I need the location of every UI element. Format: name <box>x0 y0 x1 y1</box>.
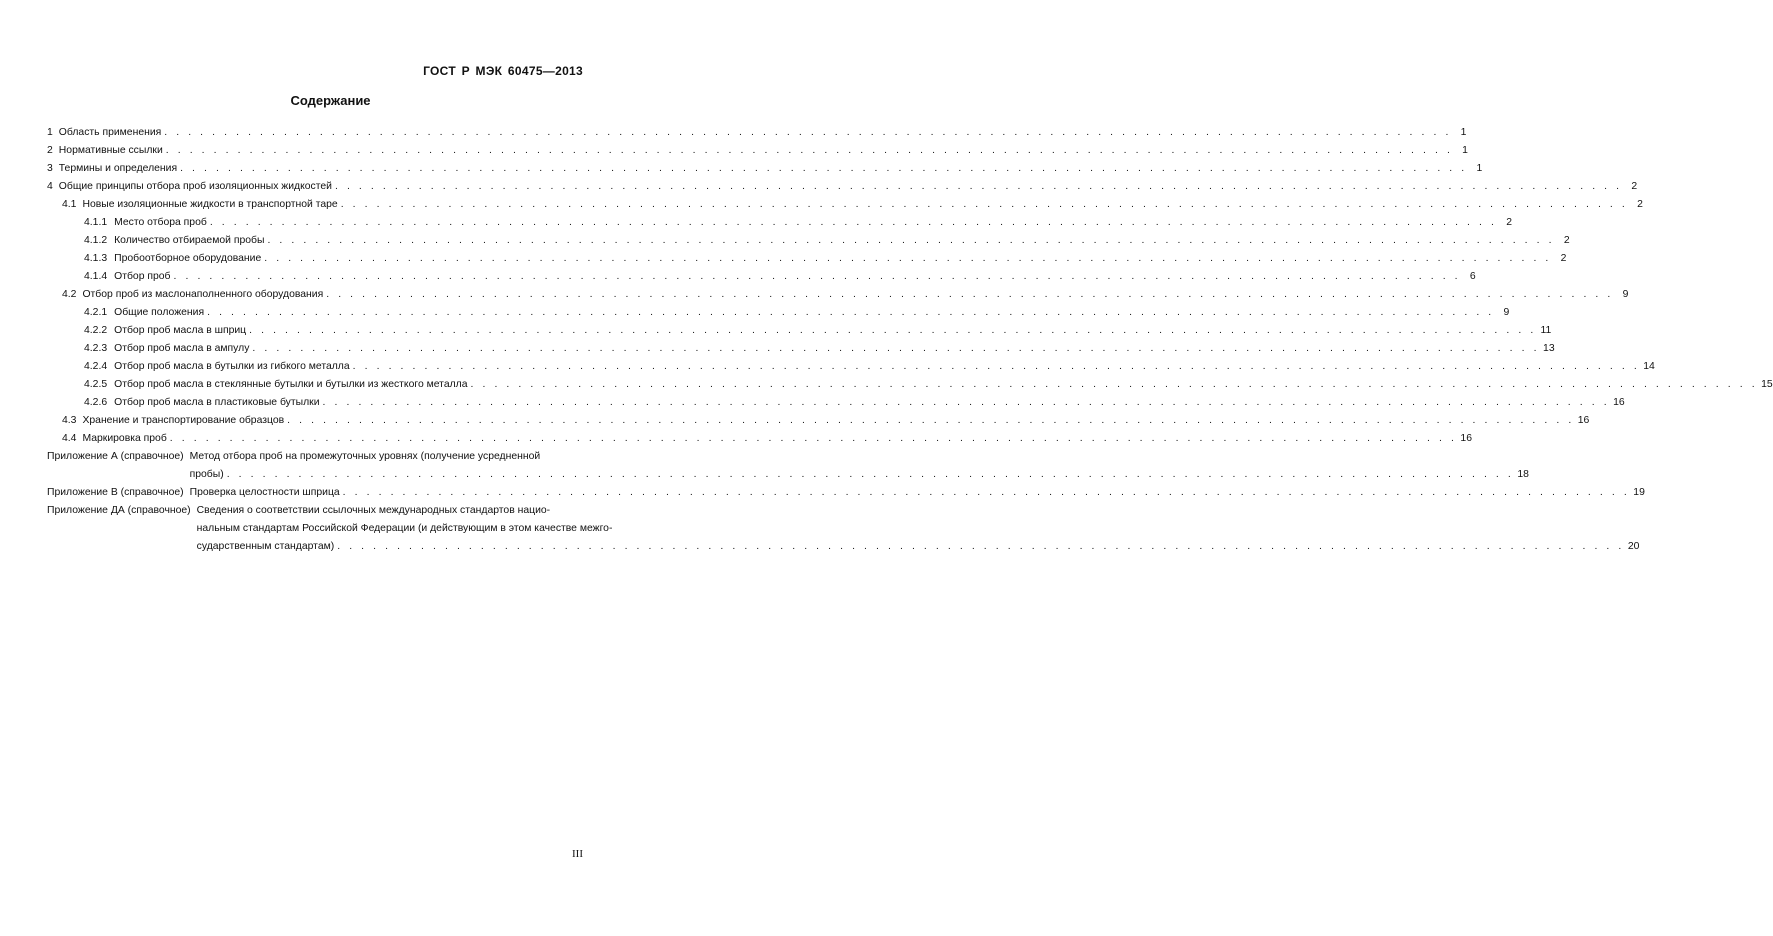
toc-entry-label: Отбор проб масла в ампулу <box>114 343 250 354</box>
dot-leader <box>353 358 1640 376</box>
toc-entry-label: Место отбора проб <box>114 217 207 228</box>
toc-appendix-da[interactable] <box>47 502 1640 556</box>
toc-entry-number: 4.2.4 <box>84 361 108 372</box>
dot-leader <box>326 286 1613 304</box>
toc-entry-page: 14 <box>1643 361 1655 372</box>
toc-entry-page: 19 <box>1633 487 1645 498</box>
toc-entry-4-2-6[interactable] <box>47 394 1625 412</box>
toc-entry-label: Хранение и транспортирование образцов <box>82 415 285 426</box>
dot-leader <box>210 214 1497 232</box>
toc-entry-page: 2 <box>1631 181 1638 192</box>
toc-entry-label: Отбор проб масла в бутылки из гибкого металла <box>114 361 350 372</box>
toc-entry-number: 1 <box>47 127 53 138</box>
toc-entry-label: Область применения <box>58 127 162 138</box>
toc-entry-label: Отбор проб <box>114 271 171 282</box>
toc-entry-page: 13 <box>1543 343 1555 354</box>
toc-entry-page: 6 <box>1469 271 1476 282</box>
toc-entry-number: 4.1.2 <box>84 235 108 246</box>
dot-leader <box>249 322 1536 340</box>
toc-entry-label: Термины и определения <box>58 163 178 174</box>
toc-entry-page: 15 <box>1761 379 1773 390</box>
toc-entry-number: 4.2.3 <box>84 343 108 354</box>
page-number: III <box>572 848 583 860</box>
toc-entry-page: 2 <box>1560 253 1567 264</box>
toc-entry-number: 4 <box>47 181 53 192</box>
toc-entry-label: Новые изоляционные жидкости в транспортной таре <box>82 199 338 210</box>
toc-entry-4-1-1[interactable] <box>47 214 1512 232</box>
toc-entry-page: 20 <box>1627 541 1640 552</box>
appendix-title-line: сударственным стандартам) <box>196 541 335 552</box>
toc-entry-4-1-2[interactable] <box>47 232 1570 250</box>
toc-entry-4-2-5[interactable] <box>47 376 1773 394</box>
toc-appendix-b[interactable] <box>47 484 1645 502</box>
appendix-line <box>190 466 1529 484</box>
appendix-line <box>197 502 1640 520</box>
dot-leader <box>164 124 1451 142</box>
toc-entry-4-4[interactable] <box>47 430 1472 448</box>
dot-leader <box>170 430 1457 448</box>
toc-entry-1[interactable] <box>47 124 1467 142</box>
appendix-body <box>190 448 1529 484</box>
toc-entry-label: Общие принципы отбора проб изоляционных жидкостей <box>58 181 332 192</box>
toc-entry-number: 4.1.3 <box>84 253 108 264</box>
toc-entry-4-2-4[interactable] <box>47 358 1655 376</box>
dot-leader <box>337 538 1624 556</box>
toc-entry-page: 1 <box>1462 145 1468 156</box>
toc-entry-label: Отбор проб масла в стеклянные бутылки и бутылки из жесткого металла <box>114 379 468 390</box>
toc-entry-page: 9 <box>1503 307 1510 318</box>
toc-entry-page: 9 <box>1622 289 1629 300</box>
appendix-title-line: Проверка целостности шприца <box>189 487 340 498</box>
dot-leader <box>335 178 1622 196</box>
toc-entry-page: 16 <box>1613 397 1625 408</box>
toc-entry-page: 2 <box>1637 199 1643 210</box>
toc-entry-label: Отбор проб масла в шприц <box>114 325 247 336</box>
toc-entry-number: 4.2.5 <box>84 379 108 390</box>
dot-leader <box>166 142 1453 160</box>
toc-entry-number: 4.1 <box>62 199 77 210</box>
toc-entry-4-2[interactable] <box>47 286 1629 304</box>
toc-entry-label: Маркировка проб <box>82 433 167 444</box>
toc-entry-number: 3 <box>47 163 53 174</box>
appendix-title-line: нальным стандартам Российской Федерации (и действующим в этом качестве межго- <box>196 523 613 534</box>
toc-entry-number: 4.4 <box>62 433 77 444</box>
toc-entry-4-2-3[interactable] <box>47 340 1555 358</box>
toc-entry-2[interactable] <box>47 142 1468 160</box>
dot-leader <box>267 232 1554 250</box>
toc-entry-label: Общие положения <box>114 307 205 318</box>
toc-entry-page: 1 <box>1460 127 1467 138</box>
appendix-body <box>197 502 1640 556</box>
dot-leader <box>287 412 1574 430</box>
toc-entry-page: 1 <box>1476 163 1483 174</box>
toc-entry-label: Пробоотборное оборудование <box>114 253 262 264</box>
toc-entry-4-2-2[interactable] <box>47 322 1552 340</box>
dot-leader <box>264 250 1551 268</box>
toc-entry-number: 4.3 <box>62 415 77 426</box>
dot-leader <box>227 466 1514 484</box>
dot-leader <box>343 484 1630 502</box>
appendix-line <box>190 448 1529 466</box>
toc-entry-number: 4.2 <box>62 289 77 300</box>
appendix-line <box>190 484 1645 502</box>
toc-entry-4-1-4[interactable] <box>47 268 1476 286</box>
appendix-body <box>190 484 1645 502</box>
appendix-name: Приложение А (справочное) <box>47 451 184 462</box>
toc-entry-number: 4.1.1 <box>84 217 108 228</box>
dot-leader <box>207 304 1494 322</box>
table-of-contents <box>47 124 1773 556</box>
toc-entry-page: 16 <box>1460 433 1472 444</box>
appendix-title-line: Сведения о соответствии ссылочных международных стандартов нацио- <box>196 505 551 516</box>
toc-entry-number: 4.2.1 <box>84 307 108 318</box>
dot-leader <box>180 160 1467 178</box>
document-code: ГОСТ Р МЭК 60475—2013 <box>423 64 583 78</box>
dot-leader <box>252 340 1539 358</box>
dot-leader <box>341 196 1628 214</box>
toc-entry-4-1-3[interactable] <box>47 250 1567 268</box>
toc-appendix-a[interactable] <box>47 448 1529 484</box>
toc-entry-4-3[interactable] <box>47 412 1590 430</box>
appendix-name: Приложение В (справочное) <box>47 487 184 498</box>
toc-entry-label: Отбор проб масла в пластиковые бутылки <box>114 397 320 408</box>
toc-entry-label: Количество отбираемой пробы <box>114 235 265 246</box>
toc-entry-4-2-1[interactable] <box>47 304 1510 322</box>
dot-leader <box>323 394 1610 412</box>
toc-entry-number: 2 <box>47 145 53 156</box>
toc-entry-4-1[interactable] <box>47 196 1643 214</box>
appendix-name: Приложение ДА (справочное) <box>47 505 191 516</box>
appendix-line <box>197 520 1640 538</box>
page-title: Содержание <box>290 93 371 108</box>
toc-entry-page: 16 <box>1577 415 1590 426</box>
toc-entry-4[interactable] <box>47 178 1638 196</box>
toc-entry-3[interactable] <box>47 160 1483 178</box>
toc-entry-number: 4.2.6 <box>84 397 108 408</box>
toc-entry-number: 4.1.4 <box>84 271 108 282</box>
toc-entry-page: 2 <box>1563 235 1570 246</box>
appendix-title-line: пробы) <box>189 469 224 480</box>
toc-entry-page: 11 <box>1540 325 1552 336</box>
dot-leader <box>174 268 1461 286</box>
toc-entry-page: 18 <box>1517 469 1529 480</box>
appendix-line <box>197 538 1640 556</box>
toc-entry-page: 2 <box>1506 217 1512 228</box>
appendix-title-line: Метод отбора проб на промежуточных уровнях (получение усредненной <box>189 451 541 462</box>
dot-leader <box>471 376 1758 394</box>
toc-entry-label: Отбор проб из маслонаполненного оборудования <box>82 289 324 300</box>
toc-entry-number: 4.2.2 <box>84 325 108 336</box>
toc-entry-label: Нормативные ссылки <box>58 145 163 156</box>
